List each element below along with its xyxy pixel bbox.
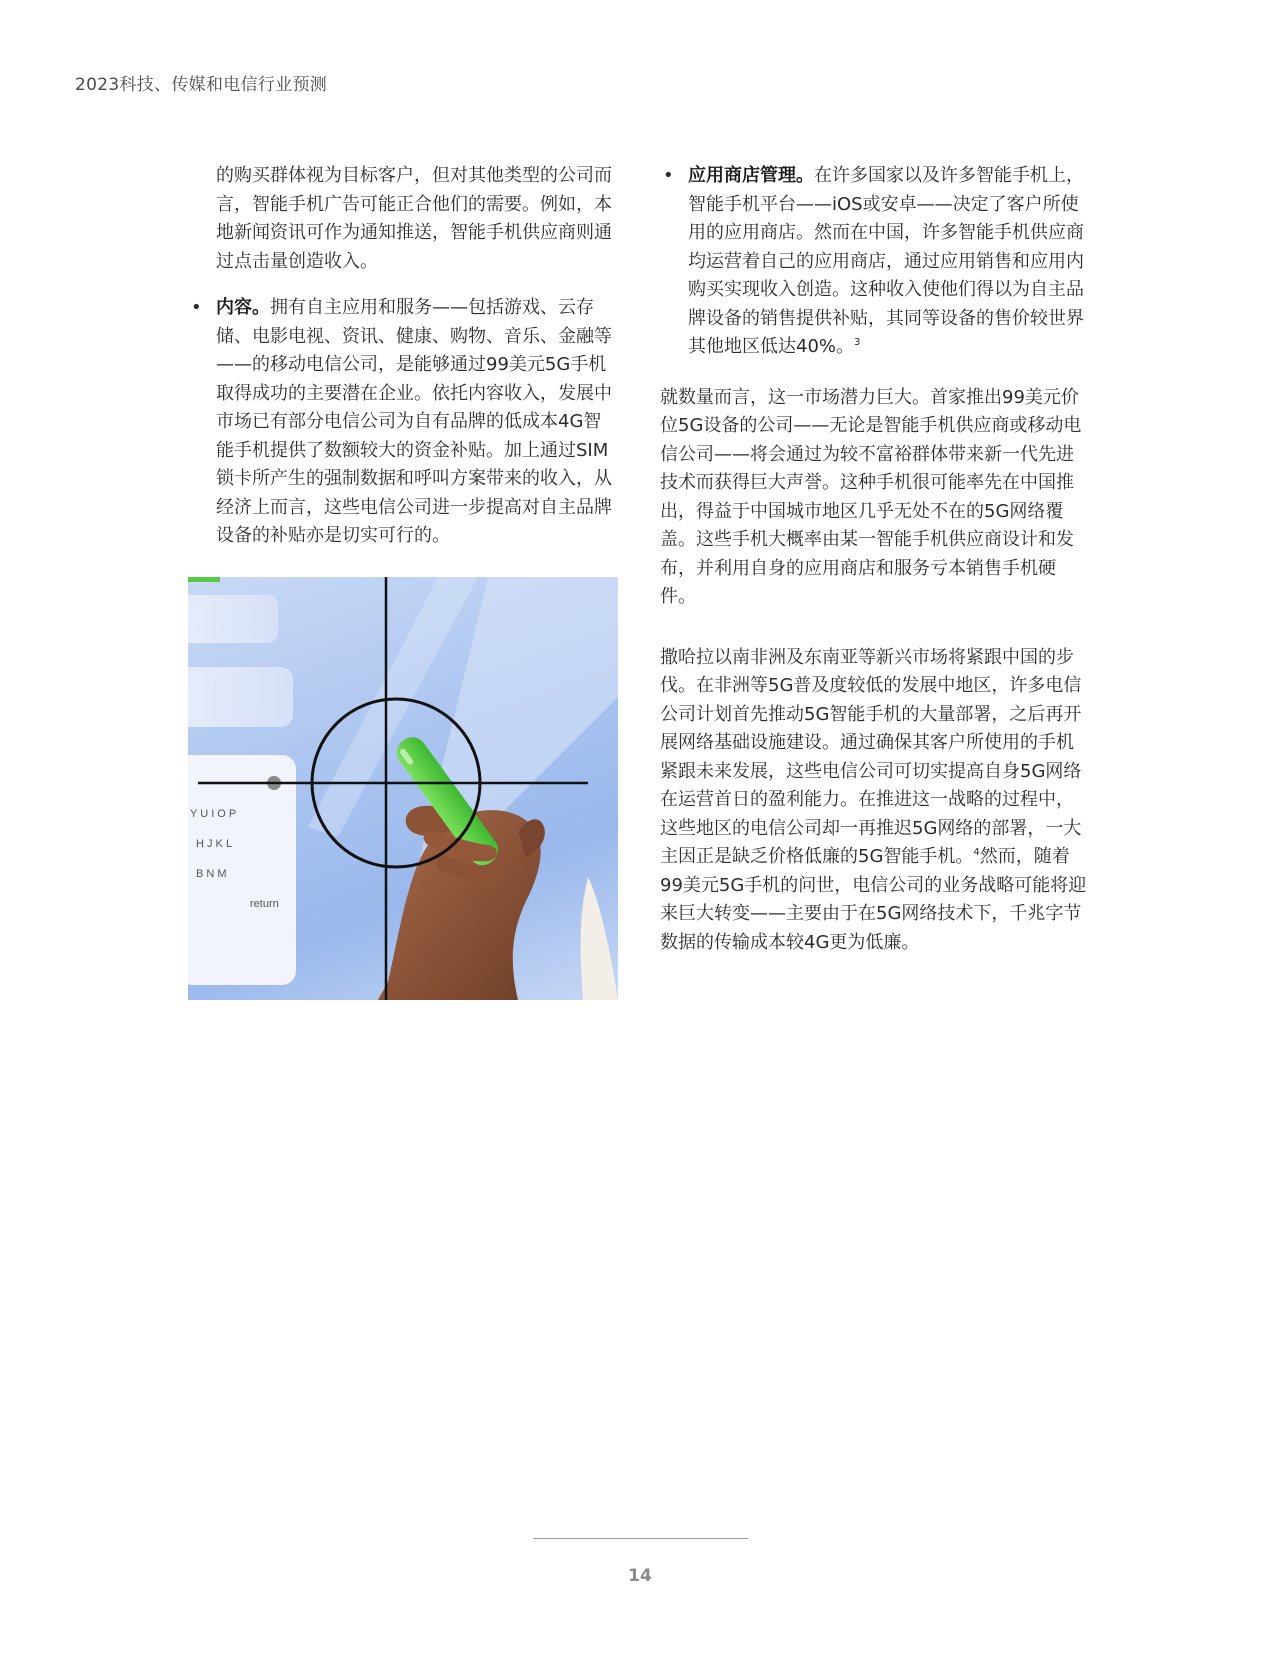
footnote-ref: 3 (854, 337, 861, 348)
africa-paragraph-part2: 然而，随着99美元5G手机的问世，电信公司的业务战略可能将迎来巨大转变——主要由于在5G网络技术下，千兆字节数据的传输成本较4G更为低廉。 (660, 846, 1087, 953)
photo-illustration (188, 577, 618, 1000)
green-tab (188, 577, 220, 582)
intro-paragraph: 的购买群体视为目标客户，但对其他类型的公司而言，智能手机广告可能正合他们的需要。例如，本地新闻资讯可作为通知推送，智能手机供应商则通过点击量创造收入。 (216, 165, 612, 272)
bullet-content-label: 内容。 (216, 297, 270, 318)
svg-text:H J K L: H J K L (196, 838, 233, 850)
africa-paragraph-part1: 撒哈拉以南非洲及东南亚等新兴市场将紧跟中国的步伐。在非洲等5G普及度较低的发展中地区，许多电信公司计划首先推动5G智能手机的大量部署，之后再开展网络基础设施建设。通过确保其客户所使用的手机紧跟未来发展，这些电信公司可切实提高自身5G网络在运营首日的盈利能力。在推进这一战略的过程中，这些地区的电信公司却一再推迟5G网络的部署，一大主因正是缺乏价格低廉的5G智能手机。 (660, 646, 1082, 867)
footer-divider (533, 1538, 748, 1539)
svg-text:Y U I O P: Y U I O P (190, 808, 237, 820)
bullet-content-text: 拥有自主应用和服务——包括游戏、云存储、电影电视、资讯、健康、购物、音乐、金融等——的移动电信公司，是能够通过99美元5G手机取得成功的主要潜在企业。依托内容收入，发展中市场已有部分电信公司为自有品牌的低成本4G智能手机提供了数额较大的资金补贴。加上通过SIM锁卡所产生的强制数据和呼叫方案带来的收入，从经济上而言，这些电信公司进一步提高对自主品牌设备的补贴亦是切实可行的。 (216, 297, 612, 546)
bullet-app-store-text: 在许多国家以及许多智能手机上，智能手机平台——iOS或安卓——决定了客户所使用的应用商店。然而在中国，许多智能手机供应商均运营着自己的应用商店，通过应用销售和应用内购买实现收入创造。这种收入使他们得以为自主品牌设备的销售提供补贴，其同等设备的售价较世界其他地区低达40%。 (688, 165, 1084, 357)
bullet-content (188, 294, 618, 551)
bullet-app-store (660, 162, 1090, 362)
bullet-dot-icon: • (191, 297, 202, 318)
page-header-title: 2023科技、传媒和电信行业预测 (75, 75, 328, 95)
africa-paragraph (660, 644, 1090, 958)
bullet-dot-icon: • (663, 165, 674, 186)
svg-text:return: return (250, 898, 279, 910)
market-paragraph: 就数量而言，这一市场潜力巨大。首家推出99美元价位5G设备的公司——无论是智能手机供应商或移动电信公司——将会通过为较不富裕群体带来新一代先进技术而获得巨大声誉。这种手机很可能率先在中国推出，得益于中国城市地区几乎无处不在的5G网络覆盖。这些手机大概率由某一智能手机供应商设计和发布，并利用自身的应用商店和服务亏本销售手机硬件。 (660, 386, 1082, 607)
hero-photo (188, 577, 618, 1000)
page-number: 14 (628, 1566, 652, 1586)
footnote-ref: 4 (973, 847, 980, 858)
svg-text:B N M: B N M (196, 868, 227, 880)
right-column (660, 162, 1090, 957)
left-column (188, 162, 618, 551)
bullet-app-store-label: 应用商店管理。 (688, 165, 814, 186)
